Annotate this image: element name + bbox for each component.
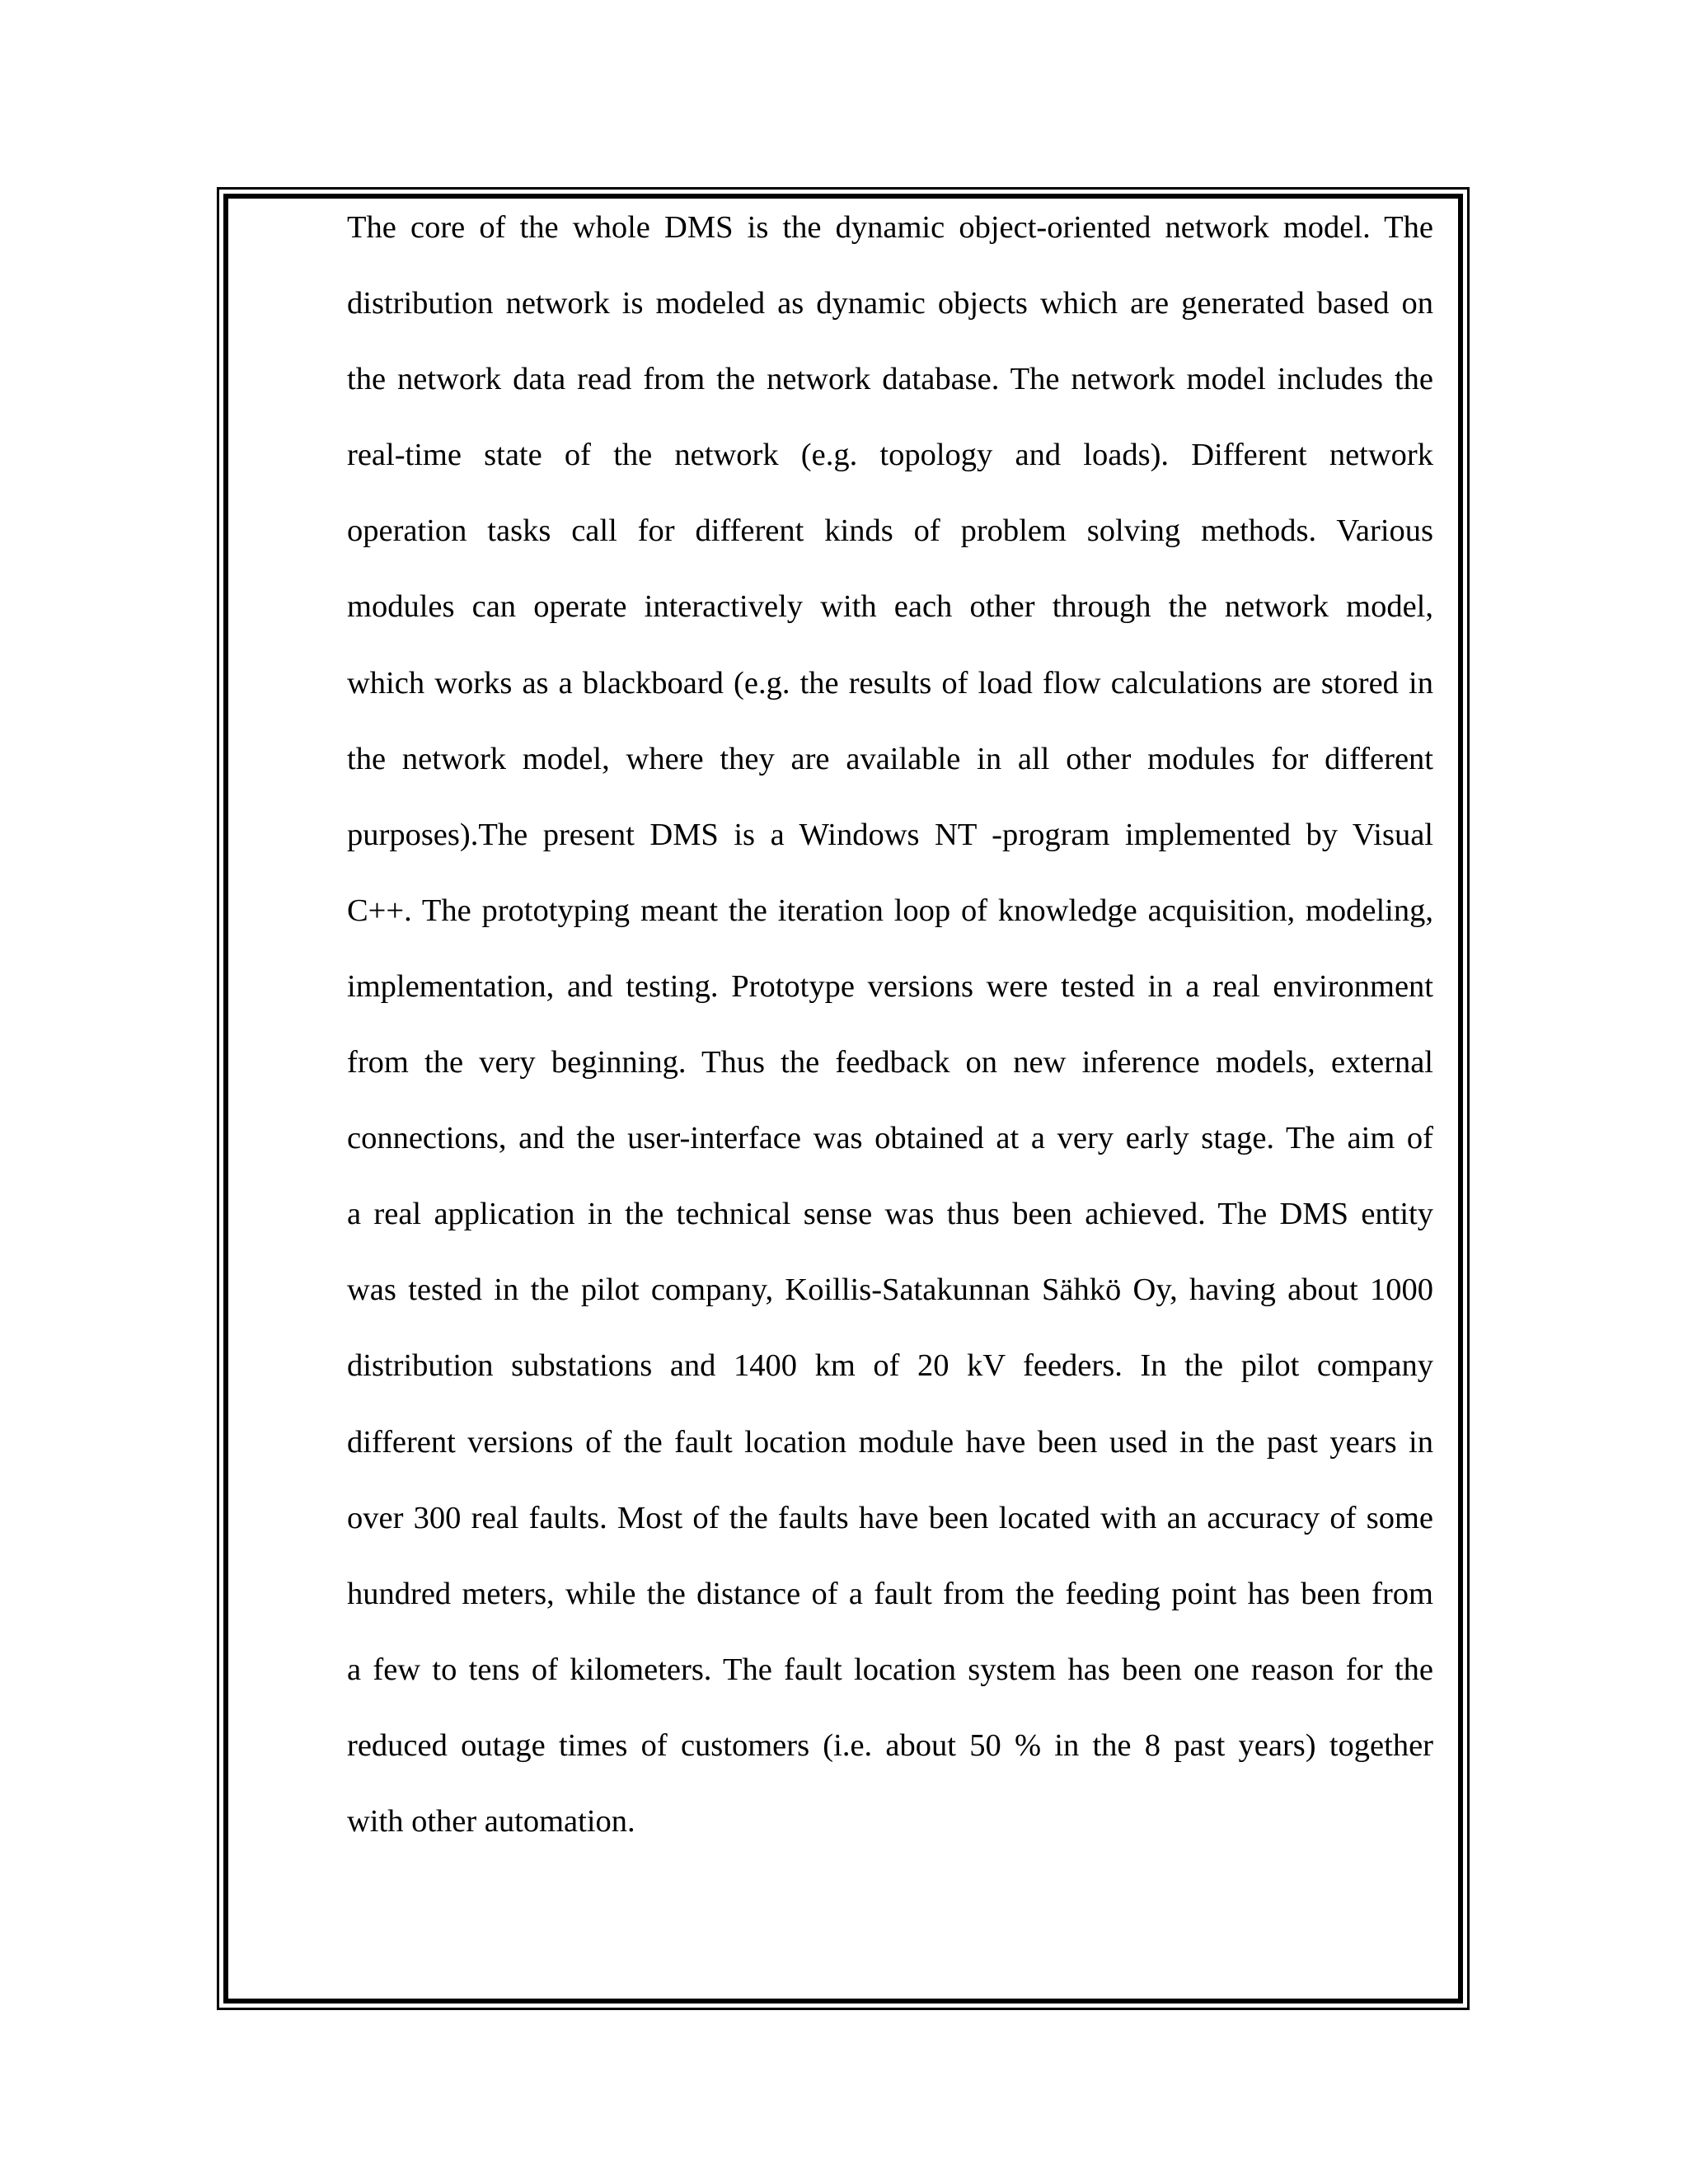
text-line: C++. The prototyping meant the iteration loop of knowledge acquisition, modeling, [347,893,1433,928]
text-line: The core of the whole DMS is the dynamic object-oriented network model. The [347,210,1433,245]
text-line: a few to tens of kilometers. The fault location system has been one reason for the [347,1652,1433,1687]
text-line: hundred meters, while the distance of a fault from the feeding point has been from [347,1576,1433,1611]
text-line: with other automation. [347,1803,635,1839]
text-line: purposes).The present DMS is a Windows NT -program implemented by Visual [347,817,1433,852]
text-line: the network data read from the network database. The network model includes the [347,362,1433,397]
text-line: distribution network is modeled as dynamic objects which are generated based on [347,286,1433,321]
text-line: over 300 real faults. Most of the faults have been located with an accuracy of some [347,1500,1433,1535]
text-line: reduced outage times of customers (i.e. about 50 % in the 8 past years) together [347,1727,1433,1763]
text-line: the network model, where they are available in all other modules for different [347,741,1433,776]
text-line: distribution substations and 1400 km of 20 kV feeders. In the pilot company [347,1348,1433,1384]
text-line: was tested in the pilot company, Koillis-Satakunnan Sähkö Oy, having about 1000 [347,1272,1433,1308]
text-line: implementation, and testing. Prototype versions were tested in a real environment [347,968,1433,1004]
text-line: which works as a blackboard (e.g. the results of load flow calculations are stored in [347,665,1433,701]
text-line: different versions of the fault location module have been used in the past years in [347,1424,1433,1460]
text-line: real-time state of the network (e.g. topology and loads). Different network [347,438,1433,473]
body-paragraph [347,190,1433,1859]
text-line: operation tasks call for different kinds of problem solving methods. Various [347,513,1433,549]
text-line: modules can operate interactively with each other through the network model, [347,589,1433,625]
text-line: connections, and the user-interface was obtained at a very early stage. The aim of [347,1121,1433,1156]
text-line: from the very beginning. Thus the feedback on new inference models, external [347,1045,1433,1080]
text-line: a real application in the technical sense was thus been achieved. The DMS entity [347,1197,1433,1232]
